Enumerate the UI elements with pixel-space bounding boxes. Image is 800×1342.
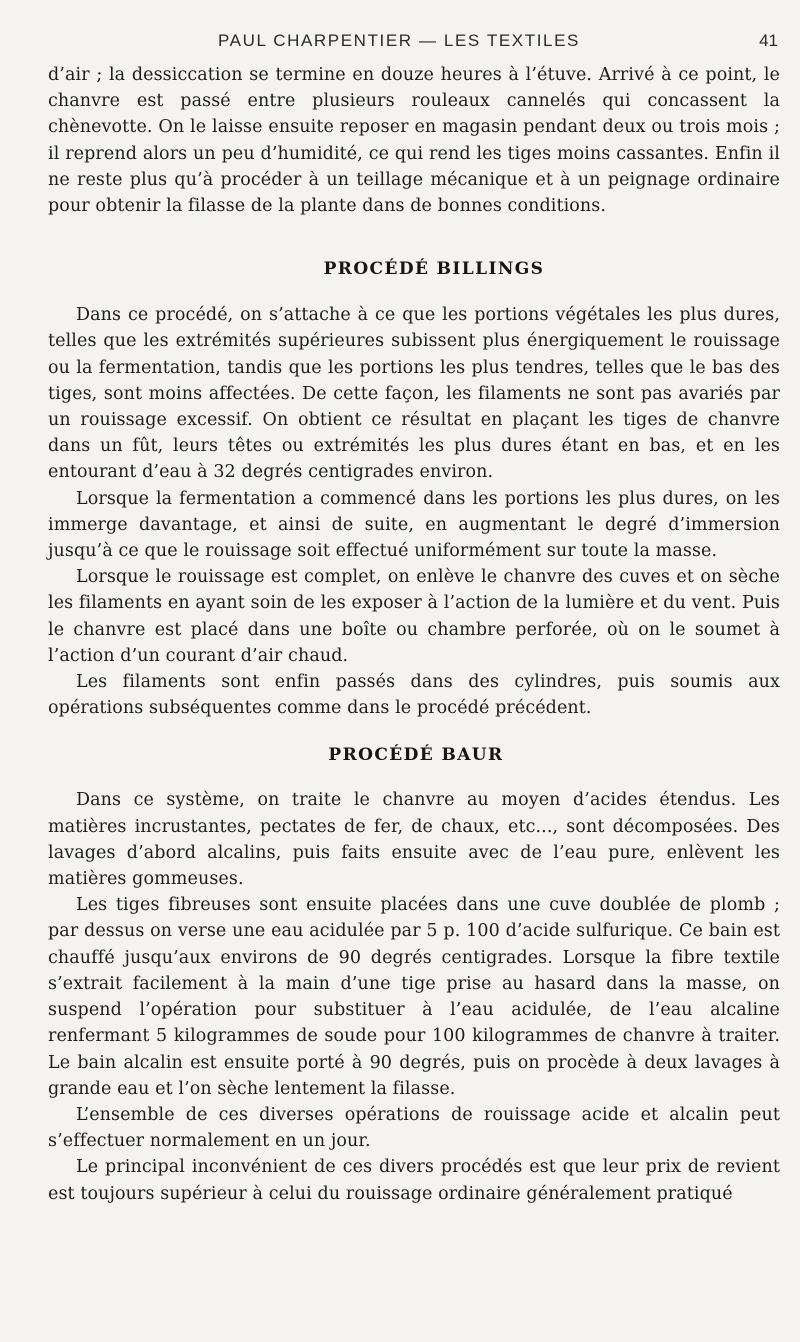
paragraph: Les filaments sont enfin passés dans des cylindres, puis soumis aux opérations subséquentes comme dans le procédé précédent.	[48, 672, 780, 719]
paragraph: Dans ce procédé, on s’attache à ce que les portions végétales les plus dures, telles que les extrémités supérieures subissent plus énergiquement le rouissage ou la fermentation, tandis que les portions les plus tendres, telles que le bas des tiges, sont moins affectées. De cette façon, les filaments ne sont pas avariés par un rouissage excessif. On obtient ce résultat en plaçant les tiges de chanvre dans un fût, leurs têtes ou extrémités les plus dures étant en bas, et en les entourant d’eau à 32 degrés centigrades environ.	[48, 305, 780, 483]
running-title: PAUL CHARPENTIER — LES TEXTILES	[218, 31, 580, 50]
section-billings	[48, 259, 780, 721]
paragraph: L’ensemble de ces diverses opérations de rouissage acide et alcalin peut s’effectuer normalement en un jour.	[48, 1104, 780, 1152]
paragraph: Dans ce système, on traite le chanvre au moyen d’acides étendus. Les matières incrustantes, pectates de fer, de chaux, etc..., sont décomposées. Des lavages d’abord alcalins, puis faits ensuite avec de l’eau pure, enlèvent les matières gommeuses.	[48, 790, 780, 890]
page-number: 41	[759, 31, 778, 50]
running-header	[48, 0, 780, 62]
paragraph: Lorsque le rouissage est complet, on enlève le chanvre des cuves et on sèche les filaments en ayant soin de les exposer à l’action de la lumière et du vent. Puis le chanvre est placé dans une boîte ou chambre perforée, où on le soumet à l’action d’un courant d’air chaud.	[48, 567, 780, 666]
continued-paragraph: d’air ; la dessiccation se termine en douze heures à l’étuve. Arrivé à ce point, le chanvre est passé entre plusieurs rouleaux cannelés qui concassent la chènevotte. On le laisse ensuite reposer en magasin pendant deux ou trois mois ; il reprend alors un peu d’humidité, ce qui rend les tiges moins cassantes. Enfin il ne reste plus qu’à procéder à un teillage mécanique et à un peignage ordinaire pour obtenir la filasse de la plante dans de bonnes conditions.	[48, 65, 780, 217]
paragraph: Les tiges fibreuses sont ensuite placées dans une cuve doublée de plomb ; par dessus on verse une eau acidulée par 5 p. 100 d’acide sulfurique. Ce bain est chauffé jusqu’aux environs de 90 degrés centigrades. Lorsque la fibre textile s’extrait facilement à la main d’une tige prise au hasard dans la masse, on suspend l’opération pour substituer à l’eau acidulée, de l’eau alcaline renfermant 5 kilogrammes de soude pour 100 kilogrammes de chanvre à traiter. Le bain alcalin est ensuite porté à 90 degrés, puis on procède à deux lavages à grande eau et l’on sèche lentement la filasse.	[48, 895, 780, 1099]
paragraph: Lorsque la fermentation a commencé dans les portions les plus dures, on les immerge davantage, et ainsi de suite, en augmentant le degré d’immersion jusqu’à ce que le rouissage soit effectué uniformément sur toute la masse.	[48, 488, 780, 562]
section-baur	[48, 745, 780, 1206]
section-heading-billings: PROCÉDÉ BILLINGS	[323, 259, 545, 280]
paragraph: Le principal inconvénient de ces divers procédés est que leur prix de revient est toujours supérieur à celui du rouissage ordinaire généralement pratiqué	[48, 1157, 780, 1204]
section-heading-baur: PROCÉDÉ BAUR	[328, 745, 504, 766]
